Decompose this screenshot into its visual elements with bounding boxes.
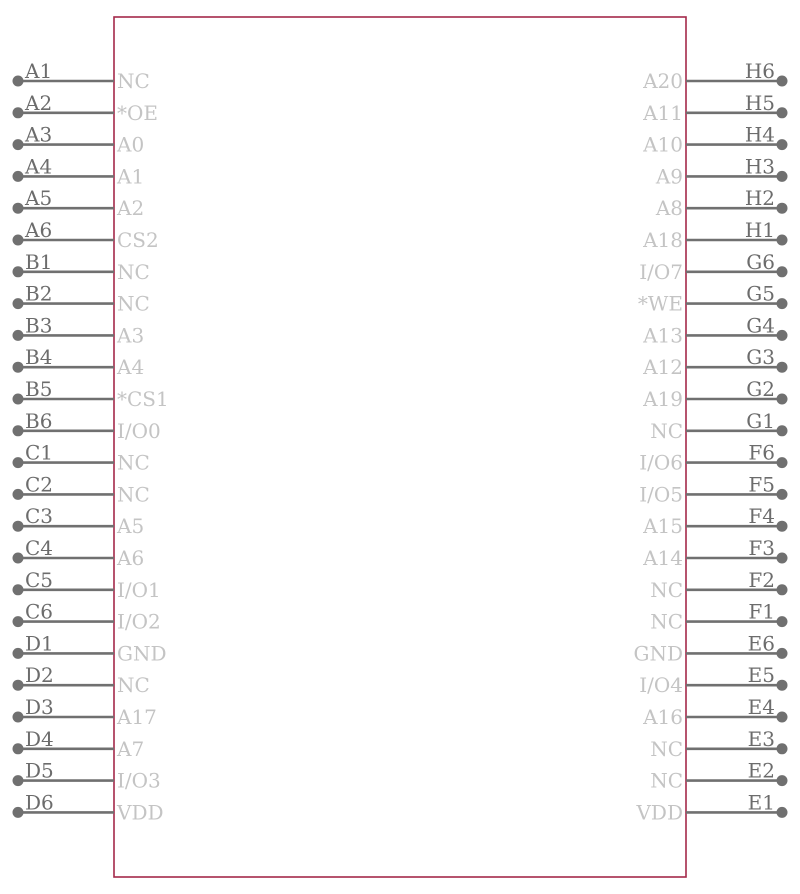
pin-number: H1 (744, 218, 775, 242)
pin-number: F3 (748, 536, 775, 560)
pin-B5 (13, 377, 169, 411)
pin-endpoint (777, 584, 788, 595)
pin-number: D3 (25, 695, 54, 719)
pin-endpoint (13, 457, 24, 468)
pin-name: I/O1 (117, 577, 161, 602)
pin-name: NC (650, 418, 683, 443)
pin-name: A15 (643, 514, 683, 539)
pin-endpoint (13, 107, 24, 118)
pin-F5 (639, 472, 787, 506)
pin-name: CS2 (117, 228, 159, 252)
pin-F3 (642, 536, 787, 570)
pin-H3 (655, 154, 788, 188)
pin-number: B1 (25, 249, 53, 274)
pin-endpoint (777, 807, 788, 818)
pin-C3 (13, 504, 145, 538)
pin-name: NC (117, 259, 150, 284)
pin-E6 (633, 631, 787, 665)
pin-name: A1 (117, 164, 145, 189)
pin-number: B6 (25, 408, 53, 433)
pin-number: H2 (744, 186, 775, 211)
pin-endpoint (13, 775, 24, 786)
pin-number: G3 (746, 345, 775, 370)
pin-D6 (13, 790, 164, 824)
pin-number: C5 (25, 567, 54, 592)
pin-endpoint (777, 362, 788, 373)
pin-number: B4 (25, 345, 53, 370)
pin-endpoint (777, 298, 788, 309)
pin-number: E5 (747, 663, 775, 688)
pin-F6 (639, 441, 787, 475)
component-body (114, 17, 686, 877)
pin-C2 (13, 472, 150, 506)
pin-A3 (13, 123, 145, 157)
pin-H6 (642, 59, 787, 93)
pin-endpoint (777, 648, 788, 659)
pin-name: A5 (117, 514, 145, 539)
pin-C6 (13, 600, 161, 634)
pin-name: *CS1 (117, 387, 169, 411)
pin-G1 (650, 409, 787, 443)
pin-number: A6 (25, 218, 53, 242)
pin-name: A19 (643, 387, 683, 411)
pin-E5 (639, 663, 787, 697)
pin-A1 (13, 59, 150, 93)
pin-endpoint (777, 457, 788, 468)
pin-endpoint (13, 489, 24, 500)
pin-number: G5 (746, 281, 775, 306)
pin-endpoint (13, 425, 24, 436)
pin-endpoint (13, 171, 24, 182)
pin-endpoint (13, 235, 24, 246)
pin-number: C2 (25, 472, 54, 497)
pin-C5 (13, 568, 161, 602)
pin-name: A13 (643, 323, 683, 348)
pin-number: B5 (25, 377, 53, 401)
pin-name: I/O7 (639, 259, 683, 284)
pin-endpoint (777, 616, 788, 627)
pin-G6 (639, 250, 787, 284)
pin-number: G1 (746, 408, 775, 433)
pin-endpoint (777, 139, 788, 150)
pin-name: A2 (117, 196, 145, 221)
pin-number: D1 (25, 631, 54, 656)
pin-endpoint (777, 76, 788, 87)
pin-E1 (635, 790, 787, 824)
pin-D3 (13, 695, 157, 729)
pin-name: *WE (637, 291, 683, 316)
pin-number: G2 (746, 377, 775, 401)
pin-name: A20 (643, 69, 683, 93)
pin-number: E2 (747, 758, 775, 783)
pin-B3 (13, 313, 145, 347)
pin-number: F6 (748, 440, 775, 465)
pin-name: A6 (117, 546, 145, 570)
pin-endpoint (13, 362, 24, 373)
pin-endpoint (13, 743, 24, 754)
pin-name: I/O4 (639, 673, 683, 698)
pin-number: E6 (747, 631, 775, 656)
pin-number: A2 (25, 90, 53, 115)
pin-number: H3 (744, 154, 775, 179)
pin-G2 (642, 377, 787, 411)
pin-F1 (650, 600, 787, 634)
pin-number: H4 (744, 122, 775, 147)
pin-G4 (642, 313, 787, 347)
pin-endpoint (13, 680, 24, 691)
pin-number: E3 (747, 726, 775, 751)
pin-endpoint (777, 553, 788, 564)
pin-name: A16 (643, 705, 683, 729)
pin-number: F1 (748, 599, 775, 624)
pin-H1 (642, 218, 787, 252)
pin-B4 (13, 345, 145, 379)
pin-name: NC (650, 609, 683, 634)
pin-endpoint (777, 235, 788, 246)
pin-name: A4 (117, 355, 145, 380)
pin-number: E1 (747, 790, 775, 815)
pin-E2 (650, 759, 787, 793)
pin-endpoint (777, 521, 788, 532)
pin-D2 (13, 663, 150, 697)
pin-endpoint (13, 298, 24, 309)
pin-A2 (13, 91, 159, 125)
pin-number: G4 (746, 313, 775, 338)
pin-name: A14 (643, 546, 683, 570)
pin-number: C4 (25, 536, 54, 560)
pin-name: A12 (643, 355, 683, 380)
pin-number: A5 (25, 186, 53, 211)
pin-name: NC (117, 673, 150, 698)
pin-number: H6 (744, 59, 775, 83)
pin-E4 (642, 695, 787, 729)
pin-endpoint (777, 203, 788, 214)
right-pin-group (633, 59, 787, 824)
pin-endpoint (13, 203, 24, 214)
pin-name: A7 (117, 736, 145, 761)
pin-B2 (13, 282, 150, 316)
pin-name: GND (633, 641, 683, 666)
pin-endpoint (777, 425, 788, 436)
pin-name: NC (650, 736, 683, 761)
pin-endpoint (777, 712, 788, 723)
pin-endpoint (13, 712, 24, 723)
pin-G5 (638, 282, 788, 316)
pin-number: H5 (744, 90, 775, 115)
pin-number: C1 (25, 440, 54, 465)
pin-A6 (13, 218, 159, 252)
pin-endpoint (777, 266, 788, 277)
pin-name: I/O3 (117, 768, 161, 793)
pin-name: A9 (655, 164, 683, 189)
pin-endpoint (13, 584, 24, 595)
pin-name: A17 (117, 705, 157, 729)
pin-endpoint (13, 616, 24, 627)
pin-A5 (13, 186, 145, 220)
pin-name: VDD (117, 800, 164, 825)
pin-D4 (13, 727, 145, 761)
pin-H4 (642, 123, 787, 157)
pin-D5 (13, 759, 161, 793)
pin-name: NC (117, 69, 150, 93)
pin-number: F4 (748, 504, 775, 529)
pin-endpoint (13, 266, 24, 277)
pin-endpoint (13, 330, 24, 341)
pin-A4 (13, 154, 145, 188)
pin-name: I/O6 (639, 450, 683, 475)
pin-name: NC (117, 291, 150, 316)
pin-number: F2 (748, 567, 775, 592)
pin-endpoint (777, 489, 788, 500)
pin-number: E4 (747, 695, 775, 719)
pin-name: NC (650, 577, 683, 602)
pin-name: A8 (655, 196, 683, 221)
pin-endpoint (777, 330, 788, 341)
pin-H5 (642, 91, 787, 125)
pin-endpoint (13, 553, 24, 564)
pin-name: A0 (117, 132, 145, 157)
pin-name: I/O5 (639, 482, 683, 507)
pin-G3 (642, 345, 787, 379)
pin-name: I/O0 (117, 418, 161, 443)
pin-number: G6 (746, 249, 775, 274)
pin-number: D5 (25, 758, 54, 783)
pin-number: A1 (25, 59, 53, 83)
pin-F2 (650, 568, 787, 602)
pin-endpoint (13, 648, 24, 659)
pin-E3 (650, 727, 787, 761)
pin-number: A3 (25, 122, 53, 147)
pin-name: *OE (117, 100, 158, 125)
pin-endpoint (777, 107, 788, 118)
pin-number: A4 (25, 154, 53, 179)
pin-endpoint (13, 139, 24, 150)
pin-name: NC (117, 450, 150, 475)
pin-number: F5 (748, 472, 775, 497)
left-pin-group (13, 59, 169, 824)
pin-B1 (13, 250, 150, 284)
pin-number: C3 (25, 504, 54, 529)
pin-endpoint (777, 775, 788, 786)
pin-endpoint (777, 171, 788, 182)
pin-number: D6 (25, 790, 54, 815)
pin-H2 (655, 186, 788, 220)
pin-name: VDD (636, 800, 683, 825)
pin-B6 (13, 409, 161, 443)
pin-C1 (13, 441, 150, 475)
pin-name: NC (117, 482, 150, 507)
pin-number: B3 (25, 313, 53, 338)
pin-number: B2 (25, 281, 53, 306)
pin-endpoint (13, 521, 24, 532)
pin-endpoint (777, 680, 788, 691)
pin-number: C6 (25, 599, 54, 624)
pin-C4 (13, 536, 145, 570)
pin-endpoint (13, 394, 24, 405)
pin-name: GND (117, 641, 167, 666)
pin-name: A18 (643, 228, 683, 252)
pin-endpoint (13, 807, 24, 818)
pin-name: NC (650, 768, 683, 793)
pin-D1 (13, 631, 167, 665)
pin-name: A11 (643, 100, 683, 125)
pin-name: A3 (117, 323, 145, 348)
pin-endpoint (13, 76, 24, 87)
pin-endpoint (777, 743, 788, 754)
pin-F4 (642, 504, 787, 538)
pin-name: I/O2 (117, 609, 161, 634)
pin-number: D2 (25, 663, 54, 688)
pin-number: D4 (25, 726, 54, 751)
pin-endpoint (777, 394, 788, 405)
pin-name: A10 (643, 132, 683, 157)
